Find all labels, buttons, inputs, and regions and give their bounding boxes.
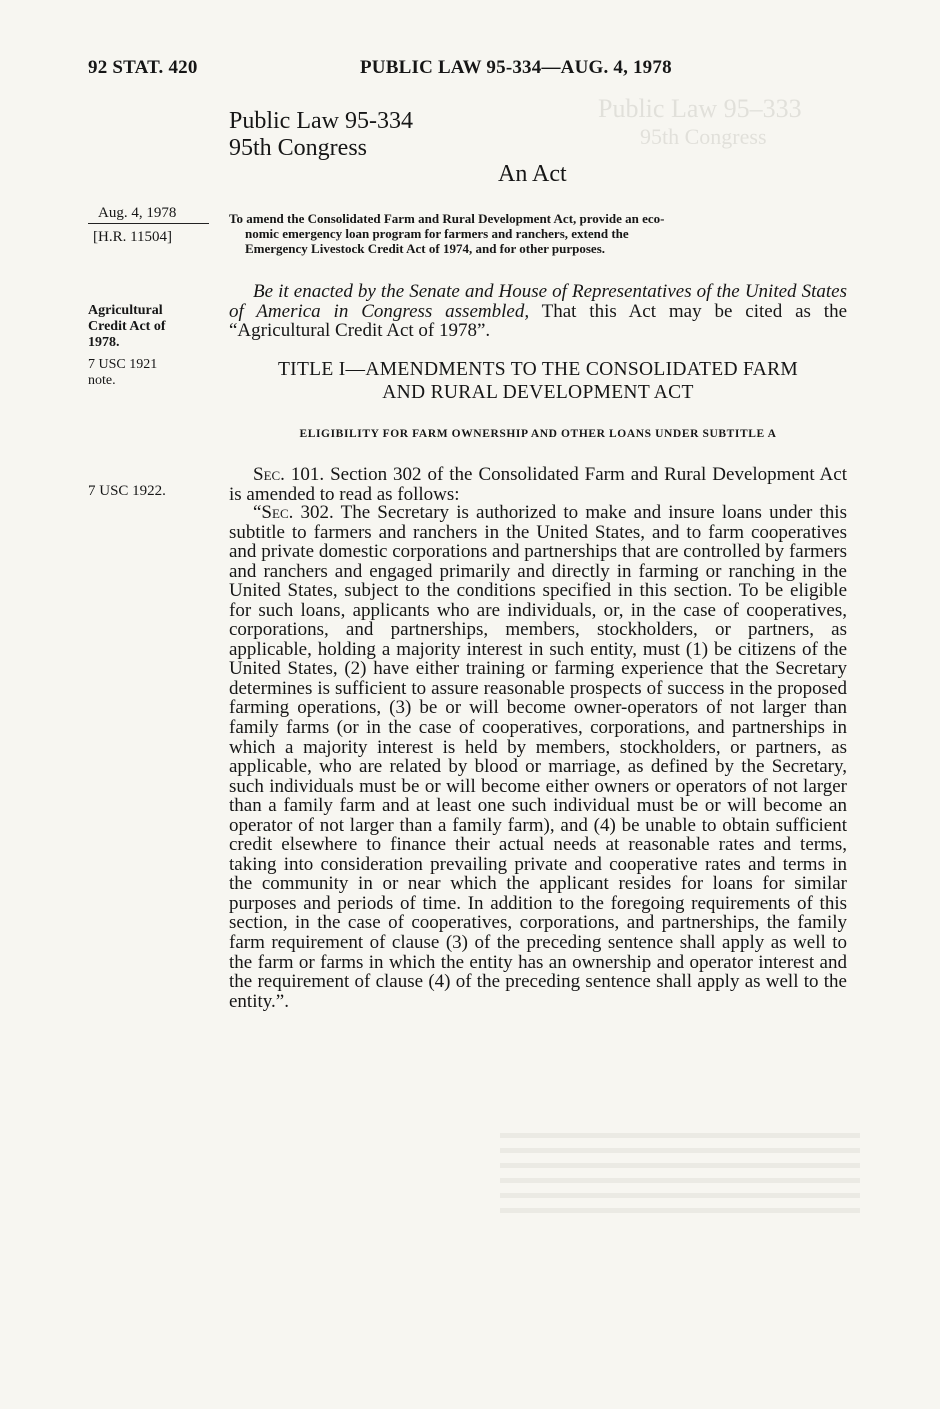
running-head: PUBLIC LAW 95-334—AUG. 4, 1978 <box>360 57 672 78</box>
title-heading-line: TITLE I—AMENDMENTS TO THE CONSOLIDATED FARM <box>277 359 799 380</box>
purpose-line: nomic emergency loan program for farmers and ranchers, extend the <box>245 226 629 241</box>
short-title-text: That this Act may be cited as the “Agricultural Credit Act of 1978”. <box>229 300 847 341</box>
title-heading <box>229 358 847 404</box>
enacting-clause <box>229 282 847 341</box>
section-302-text <box>229 503 847 1011</box>
margin-usc-citation: 7 USC 1922. <box>88 483 166 499</box>
purpose-clause <box>229 211 849 256</box>
margin-short-title-line: Agricultural <box>88 303 163 318</box>
congress-title: 95th Congress <box>229 135 367 161</box>
public-law-title: Public Law 95-334 <box>229 108 413 134</box>
margin-short-title <box>88 303 198 351</box>
title-heading-line: AND RURAL DEVELOPMENT ACT <box>382 382 694 403</box>
section-text: Section 302 of the Consolidated Farm and Rural Development Act is amended to read as follows: <box>229 464 847 505</box>
margin-date: Aug. 4, 1978 <box>98 205 177 221</box>
purpose-line: To amend the Consolidated Farm and Rural Development Act, provide an eco- <box>229 211 665 226</box>
section-label: Sec. 101. <box>253 464 325 485</box>
margin-rule <box>88 223 209 224</box>
purpose-line: Emergency Livestock Credit Act of 1974, and for other purposes. <box>245 241 606 256</box>
section-101 <box>229 465 847 504</box>
stat-page-number: 92 STAT. 420 <box>88 57 198 78</box>
section-302-body: The Secretary is authorized to make and insure loans under this subtitle to farmers and ranchers in the United States, and to farm cooperatives and private domestic corporations and partnerships that are controlled by farmers and ranchers and engaged primarily and directly in farming or ranching in the United States, subject to the conditions specified in this section. To be eligible for such loans, applicants who are individuals, or, in the case of cooperatives, corporations, and partnerships, members, stockholders, or partners, as applicable, holding a majority interest in such entity, must (1) be citizens of the United States, (2) have either training or farming experience that the Secretary determines is sufficient to assure reasonable prospects of success in the proposed farming operations, (3) be or will become owner-operators of not larger than family farms (or in the case of cooperatives, corporations, and partnerships in which a majority interest is held by members, stockholders, or partners, as applicable, who are related by blood or marriage, as defined by the Secretary, such individuals must be or will become either owners or operators of not larger than a family farm and at least one such individual must be or will become an operator of not larger than a family farm), and (4) be unable to obtain sufficient credit elsewhere to finance their actual needs at reasonable rates and terms, taking into consideration prevailing private and cooperative rates and terms in the community in or near which the applicant resides for loans for similar purposes and periods of time. In addition to the foregoing requirements of this section, in the case of cooperatives, corporations, and partnerships, the family farm requirement of clause (3) of the preceding sentence shall apply as well to the farm or farms in which the entity has an ownership and operator interest and the requirement of clause (4) of the preceding sentence shall apply as well to the entity.”. <box>229 502 847 1012</box>
section-subheading: ELIGIBILITY FOR FARM OWNERSHIP AND OTHER LOANS UNDER SUBTITLE A <box>299 428 777 440</box>
margin-usc-line: note. <box>88 373 116 388</box>
section-302-label: “Sec. 302. <box>253 502 334 523</box>
act-heading: An Act <box>498 161 567 187</box>
margin-usc-line: 7 USC 1921 <box>88 357 158 372</box>
bleed-through-shade <box>500 1133 860 1213</box>
margin-short-title-line: Credit Act of <box>88 319 166 334</box>
bleed-through-text: 95th Congress <box>640 124 767 149</box>
margin-usc-note <box>88 357 198 389</box>
enacting-formula: Be it enacted by the Senate and House of Representatives of the United States of America in Congress assembled, <box>229 281 847 322</box>
margin-bill-number: [H.R. 11504] <box>93 229 173 245</box>
margin-short-title-line: 1978. <box>88 335 120 350</box>
bleed-through-text: Public Law 95–333 <box>598 94 802 123</box>
